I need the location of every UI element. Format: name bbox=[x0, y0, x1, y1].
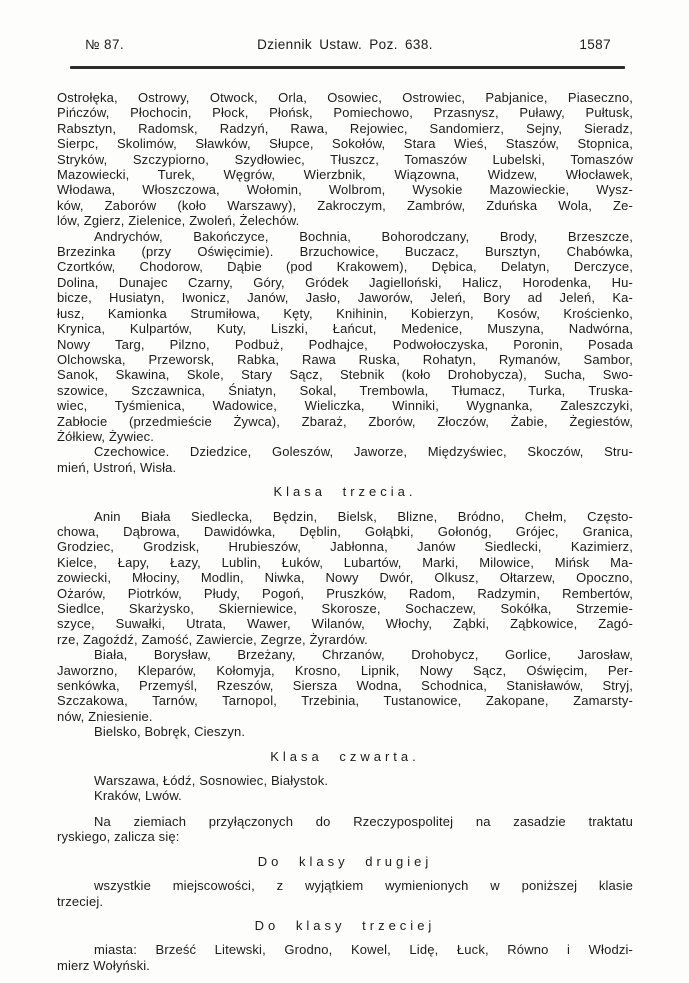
text-line: ryskiego, zalicza się: bbox=[57, 829, 180, 845]
issue-number: № 87. bbox=[85, 37, 124, 52]
text-line: Olchowska, Przeworsk, Rabka, Rawa Ruska, Rohatyn, Rymanów, Sambor, bbox=[57, 351, 633, 367]
paragraph-klasa-czwarta-miasta-2 bbox=[57, 788, 633, 803]
text-line: bicze, Husiatyn, Iwonicz, Janów, Jasło, Jaworów, Jeleń, Bory ad Jeleń, Ka- bbox=[57, 290, 633, 306]
text-line: wiec, Tyśmienica, Wadowice, Wieliczka, Winniki, Wygnanka, Zaleszczyki, bbox=[57, 398, 633, 414]
section-heading-do-klasy-trzeciej: Do klasy trzeciej bbox=[254, 917, 436, 933]
text-line: Rabsztyn, Radomsk, Radzyń, Rawa, Rejowiec, Sandomierz, Sejny, Sieradz, bbox=[57, 120, 633, 136]
text-line: miasta: Brześć Litewski, Grodno, Kowel, Lidę, Łuck, Równo i Włodzi- bbox=[94, 942, 633, 958]
text-line: Nowy Targ, Pilzno, Podbuż, Podhajce, Podwołoczyska, Poronin, Posada bbox=[57, 336, 633, 352]
text-line: chowa, Dąbrowa, Dawidówka, Dęblin, Gołąbki, Gołonóg, Grójec, Granica, bbox=[57, 523, 633, 539]
paragraph-klasa-druga-malopolska bbox=[57, 229, 633, 445]
text-line: Ostrołęka, Ostrowy, Otwock, Orla, Osowiec, Ostrowiec, Pabjanice, Piaseczno, bbox=[57, 90, 633, 105]
text-line: Czechowice. Dziedzice, Goleszów, Jaworze, Międzyświec, Skoczów, Stru- bbox=[94, 444, 633, 460]
text-line: Czortków, Chodorow, Dąbie (pod Krakowem), Dębica, Delatyn, Derczyce, bbox=[57, 259, 633, 275]
text-line: łusz, Kamionka Strumiłowa, Kęty, Knihinin, Kobierzyn, Kosów, Krościenko, bbox=[57, 305, 633, 321]
text-line: Siedlce, Skarżysko, Skierniewice, Skorosze, Sochaczew, Sokółka, Strzemie- bbox=[57, 601, 633, 616]
journal-title: Dziennik Ustaw. Poz. 638. bbox=[257, 37, 433, 52]
text-line: trzeciej. bbox=[57, 893, 104, 909]
text-line: ków, Zaborów (koło Warszawy), Zakroczym, Zambrów, Zduńska Wola, Ze- bbox=[57, 197, 633, 213]
text-line: Grodziec, Grodzisk, Hrubieszów, Jabłonna, Janów Siedlecki, Kazimierz, bbox=[57, 539, 633, 555]
text-line: Stryków, Szczypiorno, Szydłowiec, Tłuszcz, Tomaszów Lubelski, Tomaszów bbox=[57, 151, 633, 167]
text-line: Biała, Borysław, Brzeżany, Chrzanów, Drohobycz, Gorlice, Jarosław, bbox=[94, 647, 633, 663]
text-line: wszystkie miejscowości, z wyjątkiem wymienionych w poniższej klasie bbox=[94, 878, 633, 894]
text-line: Szczakowa, Tarnów, Tarnopol, Trzebinia, Tustanowice, Zakopane, Zamarsty- bbox=[57, 693, 633, 709]
paragraph-klasa-druga-slask bbox=[57, 444, 633, 475]
page-number: 1587 bbox=[579, 37, 611, 52]
text-line: nów, Zniesienie. bbox=[57, 708, 153, 724]
text-line: Sierpc, Skolimów, Sławków, Słupce, Sokołów, Stara Wieś, Staszów, Stopnica, bbox=[57, 136, 633, 152]
text-line: Bielsko, Bobręk, Cieszyn. bbox=[94, 724, 246, 740]
text-line: Mazowiecki, Turek, Węgrów, Wierzbnik, Wiązowna, Widzew, Włocławek, bbox=[57, 167, 633, 183]
paragraph-klasa-trzecia-slask bbox=[57, 724, 633, 739]
section-heading-klasa-trzecia: Klasa trzecia. bbox=[273, 484, 417, 500]
paragraph-klasa-czwarta-miasta-1 bbox=[57, 773, 633, 788]
document-content bbox=[57, 90, 633, 973]
text-line: Andrychów, Bakończyce, Bochnia, Bohorodczany, Brody, Brzeszcze, bbox=[94, 228, 633, 244]
text-line: rze, Zagoźdź, Zamość, Zawiercie, Zegrze, Żyrardów. bbox=[57, 631, 368, 647]
text-line: Kielce, Łapy, Łazy, Lublin, Łuków, Lubartów, Marki, Milowice, Mińsk Ma- bbox=[57, 554, 633, 570]
text-line: szowice, Szczawnica, Śniatyn, Sokal, Trembowla, Tłumacz, Turka, Truska- bbox=[57, 382, 633, 398]
paragraph-traktat-intro bbox=[57, 814, 633, 845]
text-line: Anin Biała Siedlecka, Będzin, Bielsk, Blizne, Bródno, Chełm, Często- bbox=[94, 508, 633, 524]
text-line: Warszawa, Łódź, Sosnowiec, Białystok. bbox=[94, 773, 329, 789]
header-rule bbox=[70, 66, 625, 69]
text-line: mierz Wołyński. bbox=[57, 957, 151, 973]
text-line: Ożarów, Piotrków, Płudy, Pogoń, Pruszków, Radom, Radzymin, Rembertów, bbox=[57, 585, 633, 601]
section-heading-klasa-czwarta: Klasa czwarta. bbox=[270, 748, 420, 764]
text-line: szyce, Suwałki, Utrata, Wawer, Wilanów, Włochy, Ząbki, Ząbkowice, Zagó- bbox=[57, 616, 633, 632]
paragraph-do-klasy-trzeciej-tresc bbox=[57, 942, 633, 973]
text-line: senkówka, Przemyśl, Rzeszów, Siersza Wodna, Schodnica, Stanisławów, Stryj, bbox=[57, 678, 633, 694]
text-line: mień, Ustroń, Wisła. bbox=[57, 459, 177, 475]
paragraph-klasa-trzecia-malopolska bbox=[57, 647, 633, 724]
text-line: lów, Zgierz, Zielenice, Zwoleń, Żelechów. bbox=[57, 213, 300, 229]
text-line: Brzezinka (przy Oświęcimie). Brzuchowice, Buczacz, Bursztyn, Chabówka, bbox=[57, 244, 633, 260]
text-line: Dolina, Dunajec Czarny, Góry, Gródek Jagielloński, Halicz, Horodenka, Hu- bbox=[57, 274, 633, 290]
text-line: Jaworzno, Kleparów, Kołomyja, Krosno, Lipnik, Nowy Sącz, Oświęcim, Per- bbox=[57, 662, 633, 678]
text-line: Krynica, Kulpartów, Kuty, Liszki, Łańcut, Medenice, Muszyna, Nadwórna, bbox=[57, 321, 633, 337]
text-line: Pińczów, Płochocin, Płock, Płońsk, Pomiechowo, Przasnysz, Puławy, Pułtusk, bbox=[57, 105, 633, 121]
paragraph-klasa-druga-kongresowka bbox=[57, 90, 633, 229]
text-line: Żółkiew, Żywiec. bbox=[57, 428, 155, 444]
paragraph-klasa-trzecia-kongresowka bbox=[57, 509, 633, 648]
text-line: Zabłocie (przedmieście Żywca), Zbaraż, Zborów, Złoczów, Żabie, Żegiestów, bbox=[57, 413, 633, 429]
text-line: zowiecki, Młociny, Modlin, Niwka, Nowy Dwór, Olkusz, Ołtarzew, Opoczno, bbox=[57, 570, 633, 586]
text-line: Włodawa, Włoszczowa, Wołomin, Wolbrom, Wysokie Mazowieckie, Wysz- bbox=[57, 182, 633, 198]
text-line: Sanok, Skawina, Skole, Stary Sącz, Stebnik (koło Drohobycza), Sucha, Swo- bbox=[57, 367, 633, 383]
section-heading-do-klasy-drugiej: Do klasy drugiej bbox=[257, 853, 433, 869]
page-header bbox=[57, 37, 633, 55]
text-line: Kraków, Lwów. bbox=[94, 788, 182, 804]
paragraph-do-klasy-drugiej-tresc bbox=[57, 878, 633, 909]
text-line: Na ziemiach przyłączonych do Rzeczypospolitej na zasadzie traktatu bbox=[94, 813, 633, 829]
